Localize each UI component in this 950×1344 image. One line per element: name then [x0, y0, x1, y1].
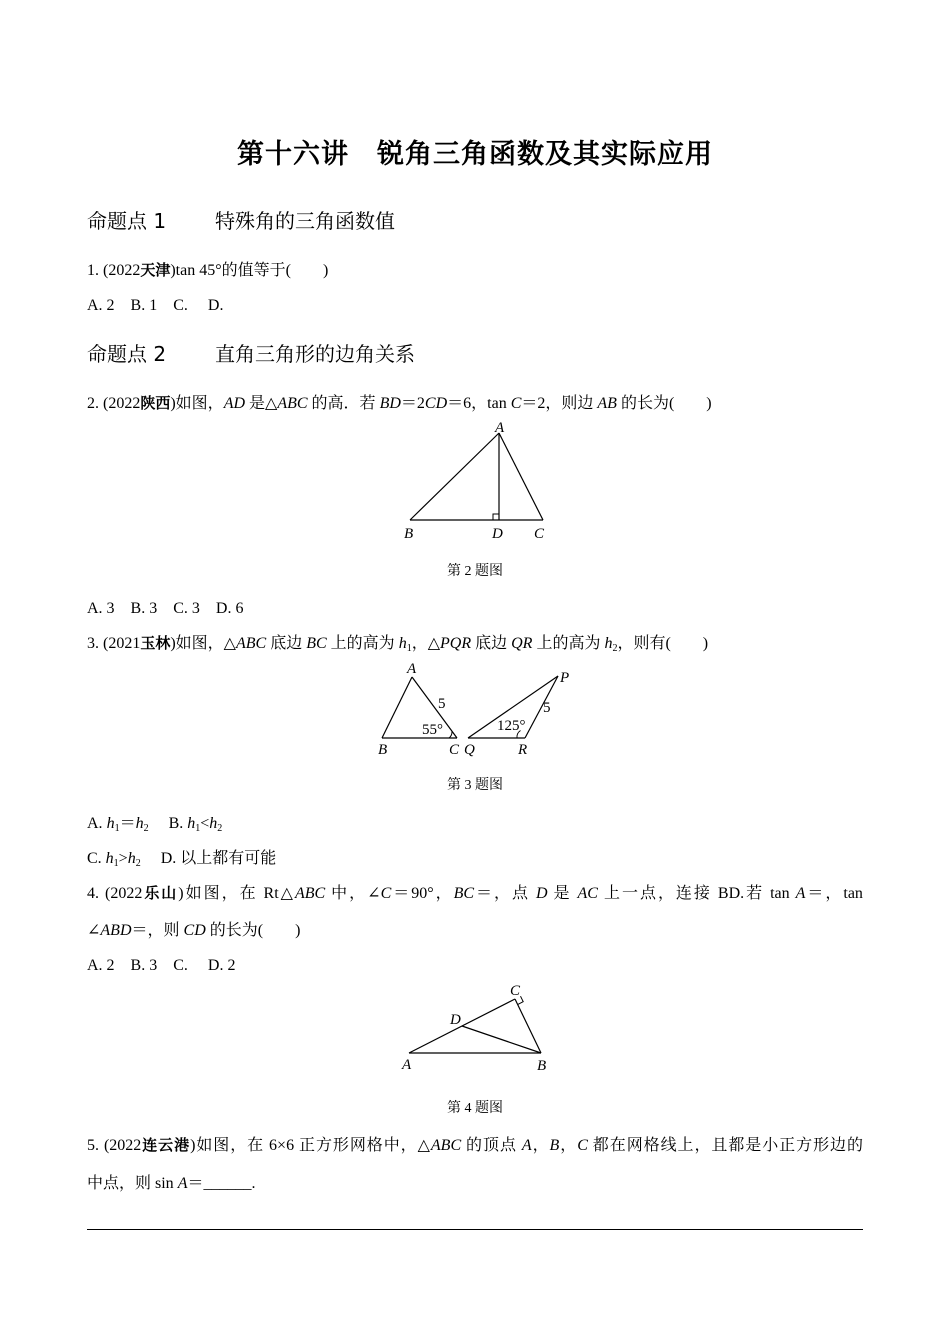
question-2-options: A. 3 B. 3 C. 3 D. 6 [87, 600, 244, 617]
right-angle-mark [493, 514, 499, 520]
section-name: 特殊角的三角函数值 [215, 209, 395, 233]
label-c: C [510, 983, 521, 999]
figure-caption-3: 第 3 题图 [447, 778, 503, 793]
question-source: 玉林 [140, 634, 171, 652]
label-d: D [450, 1012, 461, 1028]
label-p: P [560, 670, 570, 686]
angle-arc-c [449, 732, 452, 739]
question-1-options: A. 2 B. 1 C. D. [87, 297, 228, 314]
segment-ab [410, 433, 499, 520]
question-5-line2: 中点，则 sin A＝______. [87, 1175, 256, 1192]
label-c: C [449, 742, 460, 758]
section-name: 直角三角形的边角关系 [215, 342, 415, 366]
figure-caption-2: 第 2 题图 [447, 564, 503, 579]
question-source: 陕西 [140, 394, 171, 412]
label-side-ac: 5 [438, 696, 446, 712]
figure-q4 [395, 980, 555, 1075]
label-d: D [492, 526, 503, 542]
question-4-line2: ∠ABD＝，则 CD 的长为( ) [87, 922, 301, 939]
label-side-rp: 5 [543, 700, 551, 716]
segment-rp [525, 676, 558, 738]
segment-ac [499, 433, 543, 520]
question-source: 天津 [140, 261, 171, 279]
section-heading-1 [87, 205, 395, 234]
label-a: A [402, 1057, 412, 1073]
question-1: 1. (2022天津)tan 45°的值等于( ) [87, 261, 329, 279]
label-angle-r: 125° [497, 718, 526, 734]
label-q: Q [464, 742, 475, 758]
question-source: 乐山 [142, 884, 179, 902]
question-3-options-row1: A. $h_1=h_2$ B. $h_1<h_2$ [87, 815, 223, 834]
segment-db [462, 1026, 541, 1053]
question-5-line1: 5. (2022连云港)如图，在 6×6 正方形网格中，△ABC 的顶点 A，B，C 都在网格线上，且都是小正方形边的 [87, 1136, 863, 1154]
label-r: R [518, 742, 528, 758]
section-number: 命题点 2 [87, 342, 167, 366]
question-3-options-row2: C. $h_1>h_2$ D. 以上都有可能 [87, 850, 277, 869]
question-4-options: A. 2 B. 3 C. D. 2 [87, 957, 236, 974]
label-b: B [537, 1058, 547, 1074]
label-b: B [404, 526, 414, 542]
question-2: 2. (2022陕西)如图，AD 是△ABC 的高．若 BD＝2CD＝6，tan C＝2，则边 AB 的长为( ) [87, 394, 712, 412]
figure-q2 [395, 418, 555, 543]
figure-caption-4: 第 4 题图 [447, 1101, 503, 1116]
label-b: B [378, 742, 388, 758]
label-angle-c: 55° [422, 722, 443, 738]
figure-q3 [370, 658, 585, 760]
question-source: 连云港 [141, 1136, 191, 1154]
label-a: A [495, 420, 505, 436]
label-c: C [534, 526, 545, 542]
page-footer-rule [87, 1229, 863, 1230]
segment-ab [382, 677, 412, 738]
question-3: 3. (2021玉林)如图，△ABC 底边 BC 上的高为 $h_1$，△PQR 底边 QR 上的高为 $h_2$，则有( ) [87, 634, 709, 654]
section-heading-2 [87, 338, 415, 367]
section-number: 命题点 1 [87, 209, 167, 233]
question-4-line1: 4. (2022乐山)如图，在 Rt△ABC 中，∠C＝90°，BC＝，点 D 是 AC 上一点，连接 BD.若 tan A＝，tan [87, 884, 863, 902]
label-a: A [407, 661, 417, 677]
page-title: 第十六讲 锐角三角函数及其实际应用 [237, 139, 713, 170]
